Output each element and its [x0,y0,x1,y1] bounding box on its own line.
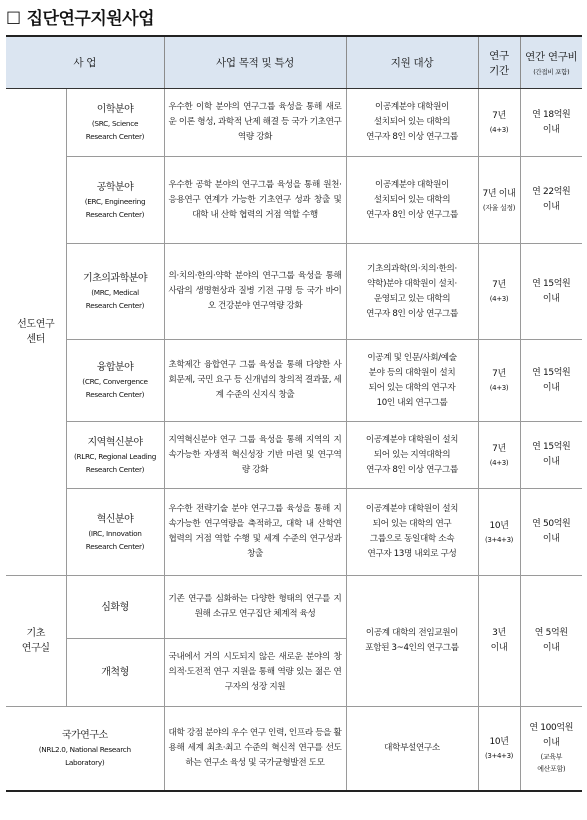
table-row [6,707,582,791]
target-cell: 대학부설연구소 [346,707,478,791]
table-row [6,422,582,489]
program-name-cell: 국가연구소 (NRL2.0, National Research Laboratory) [6,707,164,791]
period-cell: 10년 (3+4+3) [478,489,520,576]
purpose-cell: 의·치의·한의·약학 분야의 연구그룹 육성을 통해 사람의 생명현상과 질병 기전 규명 등 국가 바이오 건강분야 연구역량 강화 [164,244,346,340]
table-row [6,89,582,157]
target-cell: 이공계분야 대학원이 설치되어 있는 대학의 연구자 8인 이상 연구그룹 [346,89,478,157]
program-table [6,35,582,792]
table-row [6,576,582,639]
purpose-cell: 우수한 공학 분야의 연구그룹 육성을 통해 원천·응용연구 연계가 가능한 기초연구 성과 창출 및 대학 내 산학 협력의 거점 역할 수행 [164,157,346,244]
funding-cell: 연 100억원 이내 (교육부 예산포함) [520,707,582,791]
program-name-cell: 공학분야 (ERC, Engineering Research Center) [66,157,164,244]
section-title: 집단연구지원사업 [26,8,155,29]
period-cell: 7년 (4+3) [478,340,520,422]
purpose-cell: 대학 강점 분야의 우수 연구 인력, 인프라 등을 활용해 세계 최초·최고 수준의 혁신적 연구를 선도하는 연구소 육성 및 국가균형발전 도모 [164,707,346,791]
target-cell: 이공계 대학의 전임교원이 포함된 3~4인의 연구그룹 [346,576,478,707]
purpose-cell: 기존 연구를 심화하는 다양한 형태의 연구를 지원해 소규모 연구집단 체계적 육성 [164,576,346,639]
purpose-cell: 우수한 전략기술 분야 연구그룹 육성을 통해 지속가능한 연구역량을 축적하고, 대학 내 산학연 협력의 거점 역할 수행 및 세계 수준의 연구성과 창출 [164,489,346,576]
table-row [6,340,582,422]
funding-cell: 연 5억원 이내 [520,576,582,707]
checkbox-bullet-icon: □ [6,6,21,26]
target-cell: 이공계 및 인문/사회/예술 분야 등의 대학원이 설치 되어 있는 대학의 연구자 10인 내외 연구그룹 [346,340,478,422]
table-row [6,157,582,244]
section-heading [6,4,154,28]
period-cell: 10년 (3+4+3) [478,707,520,791]
funding-cell: 연 15억원 이내 [520,422,582,489]
funding-cell: 연 18억원 이내 [520,89,582,157]
target-cell: 이공계분야 대학원이 설치되어 있는 대학의 연구자 8인 이상 연구그룹 [346,157,478,244]
header-target: 지원 대상 [346,36,478,89]
category-leading-center: 선도연구 센터 [6,89,66,576]
program-name-cell: 기초의과학분야 (MRC, Medical Research Center) [66,244,164,340]
program-name-cell: 혁신분야 (IRC, Innovation Research Center) [66,489,164,576]
funding-cell: 연 22억원 이내 [520,157,582,244]
funding-cell: 연 15억원 이내 [520,244,582,340]
program-name-cell: 심화형 [66,576,164,639]
period-cell: 7년 (4+3) [478,244,520,340]
table-row [6,489,582,576]
category-basic-lab: 기초 연구실 [6,576,66,707]
program-name-cell: 이학분야 (SRC, Science Research Center) [66,89,164,157]
purpose-cell: 우수한 이학 분야의 연구그룹 육성을 통해 새로운 이론 형성, 과학적 난제 해결 등 국가 기초연구역량 강화 [164,89,346,157]
target-cell: 이공계분야 대학원이 설치 되어 있는 지역대학의 연구자 8인 이상 연구그룹 [346,422,478,489]
header-funding: 연간 연구비 (간접비 포함) [520,36,582,89]
target-cell: 기초의과학(의·치의·한의· 약학)분야 대학원이 설치· 운영되고 있는 대학의 연구자 8인 이상 연구그룹 [346,244,478,340]
program-name-cell: 지역혁신분야 (RLRC, Regional Leading Research Center) [66,422,164,489]
period-cell: 7년 (4+3) [478,89,520,157]
table-row [6,244,582,340]
funding-cell: 연 15억원 이내 [520,340,582,422]
period-cell: 7년 이내 (자율 설정) [478,157,520,244]
funding-cell: 연 50억원 이내 [520,489,582,576]
target-cell: 이공계분야 대학원이 설치 되어 있는 대학의 연구 그룹으로 동일대학 소속 연구자 13명 내외로 구성 [346,489,478,576]
program-name-cell: 융합분야 (CRC, Convergence Research Center) [66,340,164,422]
purpose-cell: 지역혁신분야 연구 그룹 육성을 통해 지역의 지속가능한 자생적 혁신성장 기반 마련 및 연구역량 강화 [164,422,346,489]
header-period: 연구 기간 [478,36,520,89]
purpose-cell: 국내에서 거의 시도되지 않은 새로운 분야의 창의적·도전적 연구 지원을 통해 역량 있는 젊은 연구자의 성장 지원 [164,639,346,707]
header-purpose: 사업 목적 및 특성 [164,36,346,89]
period-cell: 7년 (4+3) [478,422,520,489]
period-cell: 3년 이내 [478,576,520,707]
purpose-cell: 초학제간 융합연구 그룹 육성을 통해 다양한 사회문제, 국민 요구 등 신개념의 창의적 결과물, 세계 수준의 신지식 창출 [164,340,346,422]
program-name-cell: 개척형 [66,639,164,707]
table-header-row [6,36,582,89]
header-program: 사 업 [6,36,164,89]
